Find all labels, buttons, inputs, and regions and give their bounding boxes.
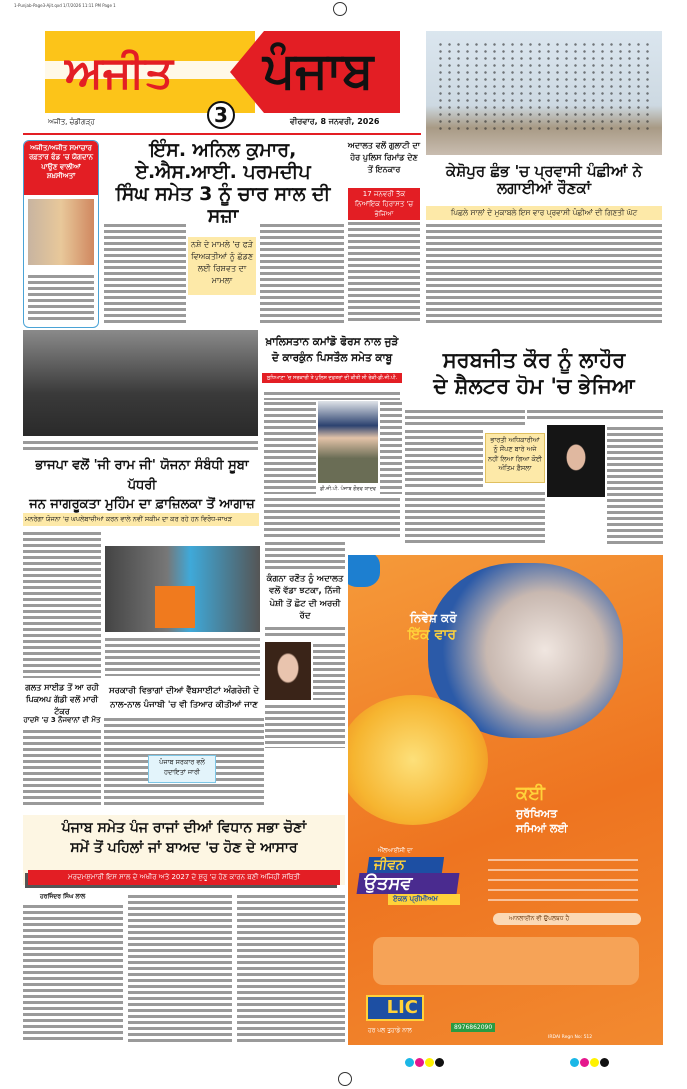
masthead-logo-right: ਪੰਜਾਬ xyxy=(263,41,374,99)
story2-headline: ਅਦਾਲਤ ਵਲੋਂ ਗੁਲਾਟੀ ਦਾ ਹੋਰ ਪੁਲਿਸ ਰਿਮਾਂਡ ਦੇਣ ਤੋਂ ਇਨਕਾਰ xyxy=(347,141,421,174)
contributors-box xyxy=(23,140,99,328)
ad-text-many: ਕਈ xyxy=(516,783,545,804)
ad-phone[interactable]: 8976862090 xyxy=(451,1023,495,1032)
page-number: 3 xyxy=(207,101,235,129)
story6-pull-quote: ਭਾਰਤੀ ਅਧਿਕਾਰੀਆਂ ਨੂੰ ਸੌਂਪਣ ਬਾਰੇ ਅਜੇ ਨਹੀਂ ਲਿਆ ਗਿਆ ਕੋਈ ਅੰਤਿਮ ਫ਼ੈਸਲਾ xyxy=(485,433,545,483)
story4-subhead: ਮਨਰੇਗਾ ਯੋਜਨਾ 'ਚ ਘਪਲੇਬਾਜ਼ੀਆਂ ਕਰਨ ਵਾਲੇ ਨਵੀਂ ਸਕੀਮ ਦਾ ਕਰ ਰਹੇ ਹਨ ਵਿਰੋਧ-ਜਾਖੜ xyxy=(23,513,259,526)
ad-benefits xyxy=(373,937,639,985)
ad-text-secure: ਸੁਰੱਖਿਅਤ xyxy=(516,807,558,820)
lic-advertisement[interactable] xyxy=(348,555,663,1045)
ad-intro: ਐੱਲਆਈਸੀ ਦਾ xyxy=(378,847,413,854)
story5-headline: ਖ਼ਾਲਿਸਤਾਨ ਕਮਾਂਡੋ ਫੋਰਸ ਨਾਲ ਜੁੜੇ ਦੋ ਕਾਰਕੁੰਨ ਪਿਸਤੌਲ ਸਮੇਤ ਕਾਬੂ xyxy=(265,336,399,364)
ad-date-badge xyxy=(348,555,380,587)
print-color-bar xyxy=(570,1058,610,1067)
lic-logo: LIC xyxy=(366,995,424,1021)
bjp-leaders-photo xyxy=(105,546,260,632)
story10-byline: ਹਰਜਿੰਦਰ ਸਿੰਘ ਲਾਲ xyxy=(40,893,86,900)
dgp-caption: ਡੀ.ਜੀ.ਪੀ. ਪੰਜਾਬ ਗੌਰਵ ਯਾਦਵ xyxy=(319,486,377,492)
migratory-birds-photo xyxy=(426,31,662,155)
print-color-bar xyxy=(405,1058,445,1067)
registration-mark xyxy=(333,2,347,16)
ad-kids-photo xyxy=(348,695,488,825)
ad-online-badge: ਆਨਲਾਈਨ ਵੀ ਉਪਲਬਧ ਹੈ xyxy=(493,913,641,925)
story7-headline: ਕੰਗਨਾ ਰਣੌਤ ਨੂੰ ਅਦਾਲਤ ਵਲੋਂ ਵੱਡਾ ਝਟਕਾ, ਨਿੱਜੀ ਪੇਸ਼ੀ ਤੋਂ ਛੋਟ ਦੀ ਅਰਜ਼ੀ ਰੱਦ xyxy=(266,574,344,621)
sarabjit-kaur-photo xyxy=(547,425,605,497)
kangana-photo xyxy=(265,642,311,700)
print-slug: 1-Punjab-Page3-Ajit.qxd 1/7/2026 11:11 PM Page 1 xyxy=(14,3,116,8)
masthead-rule xyxy=(23,133,421,135)
registration-mark xyxy=(338,1072,352,1086)
masthead-logo-left: ਅਜੀਤ xyxy=(65,47,173,98)
story8-pull-quote: ਪੰਜਾਬ ਸਰਕਾਰ ਵਲੋਂ ਹਦਾਇਤਾਂ ਜਾਰੀ xyxy=(148,755,216,783)
ad-features xyxy=(488,855,638,905)
story8-headline: ਸਰਕਾਰੀ ਵਿਭਾਗਾਂ ਦੀਆਂ ਵੈੱਬਸਾਈਟਾਂ ਅੰਗਰੇਜ਼ੀ ਦੇ ਨਾਲ-ਨਾਲ ਪੰਜਾਬੀ 'ਚ ਵੀ ਤਿਆਰ ਕੀਤੀਆਂ ਜਾਣ xyxy=(109,686,259,711)
story2-subhead: 17 ਜਨਵਰੀ ਤੱਕ ਨਿਆਂਇਕ ਹਿਰਾਸਤ 'ਚ ਭੇਜਿਆ xyxy=(348,188,420,221)
ad-text-once: ਇੱਕ ਵਾਰ xyxy=(408,627,457,643)
story9-subhead: ਹਾਦਸੇ 'ਚ 3 ਨੌਜਵਾਨਾਂ ਦੀ ਮੌਤ xyxy=(23,716,101,724)
story1-pull-quote: ਨਸ਼ੇ ਦੇ ਮਾਮਲੇ 'ਚ ਫੜੇ ਵਿਅਕਤੀਆਂ ਨੂੰ ਛੱਡਣ ਲਈ ਰਿਸ਼ਵਤ ਦਾ ਮਾਮਲਾ xyxy=(188,237,256,295)
contributors-title: ਅਜੀਤ/ਅਜੀਤ ਸਮਾਚਾਰ ਰਫ਼ਤਾਰ ਫੰਡ 'ਚ ਯੋਗਦਾਨ ਪਾਉਣ ਵਾਲੀਆਂ ਸ਼ਖ਼ਸੀਅਤਾਂ xyxy=(24,141,98,195)
story4-headline: ਭਾਜਪਾ ਵਲੋਂ 'ਜੀ ਰਾਮ ਜੀ' ਯੋਜਨਾ ਸੰਬੰਧੀ ਸੂਬਾ ਪੱਧਰੀ ਜਨ ਜਾਗਰੂਕਤਾ ਮੁਹਿੰਮ ਦਾ ਫ਼ਾਜ਼ਿਲਕਾ ਤੋਂ ਆਗਾਜ਼ xyxy=(29,458,255,512)
story10-headline: ਪੰਜਾਬ ਸਮੇਤ ਪੰਜ ਰਾਜਾਂ ਦੀਆਂ ਵਿਧਾਨ ਸਭਾ ਚੋਣਾਂ ਸਮੇਂ ਤੋਂ ਪਹਿਲਾਂ ਜਾਂ ਬਾਅਦ 'ਚ ਹੋਣ ਦੇ ਆਸਾਰ xyxy=(61,820,307,857)
story5-subhead: ਲੁਧਿਆਣਾ 'ਚ ਸਰਕਾਰੀ ਤੇ ਪੁਲਿਸ ਦਫ਼ਤਰਾਂ ਦੀ ਕੀਤੀ ਸੀ ਰੇਕੀ-ਡੀ.ਜੀ.ਪੀ. xyxy=(262,373,402,383)
dgp-photo xyxy=(318,401,378,483)
ad-irdai: IRDAI Regn No: 512 xyxy=(548,1035,593,1040)
ad-tagline: ਹਰ ਪਲ ਤੁਹਾਡੇ ਨਾਲ xyxy=(368,1027,412,1034)
story3-subhead: ਪਿਛਲੇ ਸਾਲਾਂ ਦੇ ਮੁਕਾਬਲੇ ਇਸ ਵਾਰ ਪ੍ਰਵਾਸੀ ਪੰਛੀਆਂ ਦੀ ਗਿਣਤੀ ਘੱਟ xyxy=(426,206,662,220)
story7-column xyxy=(265,540,345,748)
bjp-event-photo xyxy=(23,330,258,436)
story3-headline: ਕੇਸ਼ੋਪੁਰ ਛੰਭ 'ਚ ਪ੍ਰਵਾਸੀ ਪੰਛੀਆਂ ਨੇ ਲਗਾਈਆਂ ਰੌਣਕਾਂ xyxy=(446,162,642,198)
contributors-photo xyxy=(28,199,94,265)
ad-text-invest: ਨਿਵੇਸ਼ ਕਰੋ xyxy=(410,611,457,625)
dateline-place: ਅਜੀਤ, ਚੰਡੀਗੜ੍ਹ xyxy=(48,118,95,126)
story10-subhead: ਮਰਦਮਸ਼ੁਮਾਰੀ ਇਸ ਸਾਲ ਦੇ ਅਖੀਰ ਅਤੇ 2027 ਦੇ ਸ਼ੁਰੂ 'ਚ ਹੋਣ ਕਾਰਨ ਬਣੀ ਅਜਿਹੀ ਸਥਿਤੀ xyxy=(28,870,340,885)
ad-text-times: ਸਮਿਆਂ ਲਈ xyxy=(516,822,568,835)
story1-headline: ਇੰਸ. ਅਨਿਲ ਕੁਮਾਰ, ਏ.ਐਸ.ਆਈ. ਪਰਮਦੀਪ ਸਿੰਘ ਸਮੇਤ 3 ਨੂੰ ਚਾਰ ਸਾਲ ਦੀ ਸਜ਼ਾ xyxy=(115,139,331,227)
story9-headline: ਗਲਤ ਸਾਈਡ ਤੋਂ ਆ ਰਹੀ ਪਿਕਅਪ ਗੱਡੀ ਵਲੋਂ ਮਾਰੀ ਟੱਕਰ xyxy=(25,683,99,716)
ad-plan-logo: ਜੀਵਨ ਉਤਸਵ ਏਕਲ ਪ੍ਰੀਮੀਅਮ xyxy=(358,857,464,925)
dateline-date: ਵੀਰਵਾਰ, 8 ਜਨਵਰੀ, 2026 xyxy=(290,117,380,126)
story6-headline: ਸਰਬਜੀਤ ਕੌਰ ਨੂੰ ਲਾਹੌਰ ਦੇ ਸ਼ੈਲਟਰ ਹੋਮ 'ਚ ਭੇਜਿਆ xyxy=(433,348,635,399)
